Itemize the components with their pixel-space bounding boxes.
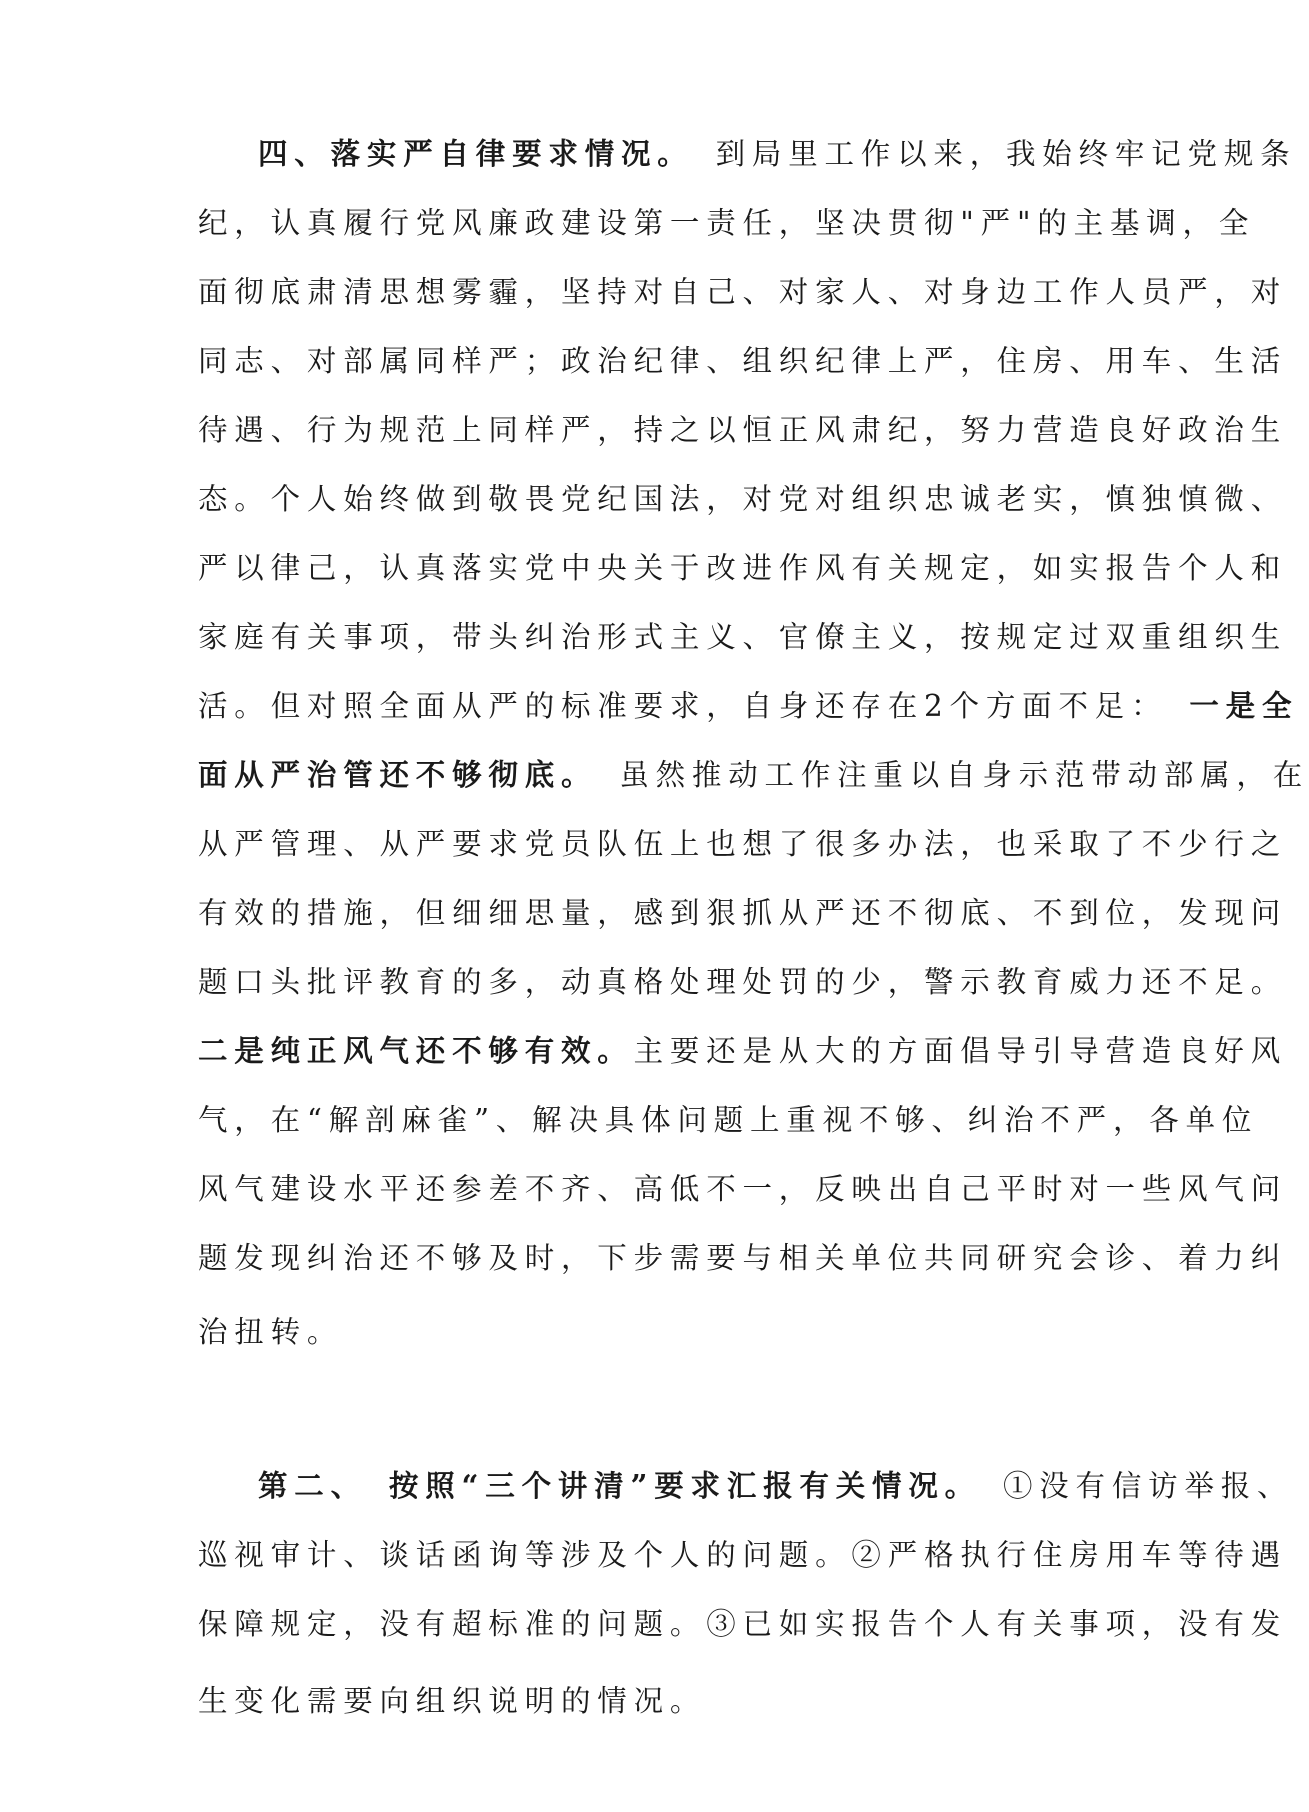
point-one-heading-end: 面从严治管还不够彻底。	[198, 757, 598, 792]
paragraph-1-line-5: 待遇、行为规范上同样严，持之以恒正风肃纪，努力营造良好政治生	[198, 413, 1288, 447]
paragraph-2-line-2: 巡视审计、谈话函询等涉及个人的问题。②严格执行住房用车等待遇	[198, 1538, 1288, 1572]
paragraph-1-line-10	[198, 749, 1309, 801]
paragraph-1-line-2: 纪，认真履行党风廉政建设第一责任，坚决贯彻"严"的主基调，全	[198, 206, 1256, 240]
body-text: 活。但对照全面从严的标准要求，自身还存在2个方面不足：	[198, 689, 1168, 723]
point-one-heading-start: 一是全	[1189, 688, 1299, 723]
paragraph-1-line-18: 治扭转。	[198, 1315, 344, 1349]
paragraph-1-line-4: 同志、对部属同样严；政治纪律、组织纪律上严，住房、用车、生活	[198, 344, 1288, 378]
paragraph-1-line-14	[198, 1025, 1288, 1077]
paragraph-1-line-6: 态。个人始终做到敬畏党纪国法，对党对组织忠诚老实，慎独慎微、	[198, 482, 1288, 516]
body-text: 到局里工作以来，我始终牢记党规条	[715, 137, 1297, 171]
paragraph-1-line-9	[198, 680, 1299, 732]
body-text: 虽然推动工作注重以自身示范带动部属，在	[619, 758, 1309, 792]
paragraph-1-line-7: 严以律己，认真落实党中央关于改进作风有关规定，如实报告个人和	[198, 551, 1288, 585]
section-heading-second-b: 按照“三个讲清”要求汇报有关情况。	[388, 1468, 981, 1503]
paragraph-1-line-12: 有效的措施，但细细思量，感到狠抓从严还不彻底、不到位，发现问	[198, 896, 1288, 930]
paragraph-2-line-4: 生变化需要向组织说明的情况。	[198, 1684, 707, 1718]
body-text: 主要还是从大的方面倡导引导营造良好风	[633, 1034, 1288, 1068]
paragraph-1-line-11: 从严管理、从严要求党员队伍上也想了很多办法，也采取了不少行之	[198, 827, 1288, 861]
paragraph-1-line-15: 气，在“解剖麻雀”、解决具体问题上重视不够、纠治不严，各单位	[198, 1103, 1259, 1137]
paragraph-1-line-3: 面彻底肃清思想雾霾，坚持对自己、对家人、对身边工作人员严，对	[198, 275, 1288, 309]
paragraph-2-line-3: 保障规定，没有超标准的问题。③已如实报告个人有关事项，没有发	[198, 1607, 1288, 1641]
paragraph-1-line-16: 风气建设水平还参差不齐、高低不一，反映出自己平时对一些风气问	[198, 1172, 1288, 1206]
paragraph-2-line-1	[258, 1460, 1294, 1512]
body-text: ①没有信访举报、	[1002, 1469, 1294, 1503]
point-two-heading: 二是纯正风气还不够有效。	[198, 1033, 634, 1068]
section-heading-second-a: 第二、	[258, 1468, 367, 1503]
paragraph-1-line-8: 家庭有关事项，带头纠治形式主义、官僚主义，按规定过双重组织生	[198, 620, 1288, 654]
paragraph-1-line-1	[258, 128, 1297, 180]
paragraph-1-line-13: 题口头批评教育的多，动真格处理处罚的少，警示教育威力还不足。	[198, 965, 1288, 999]
section-heading-four: 四、落实严自律要求情况。	[258, 136, 694, 171]
paragraph-1-line-17: 题发现纠治还不够及时，下步需要与相关单位共同研究会诊、着力纠	[198, 1241, 1288, 1275]
